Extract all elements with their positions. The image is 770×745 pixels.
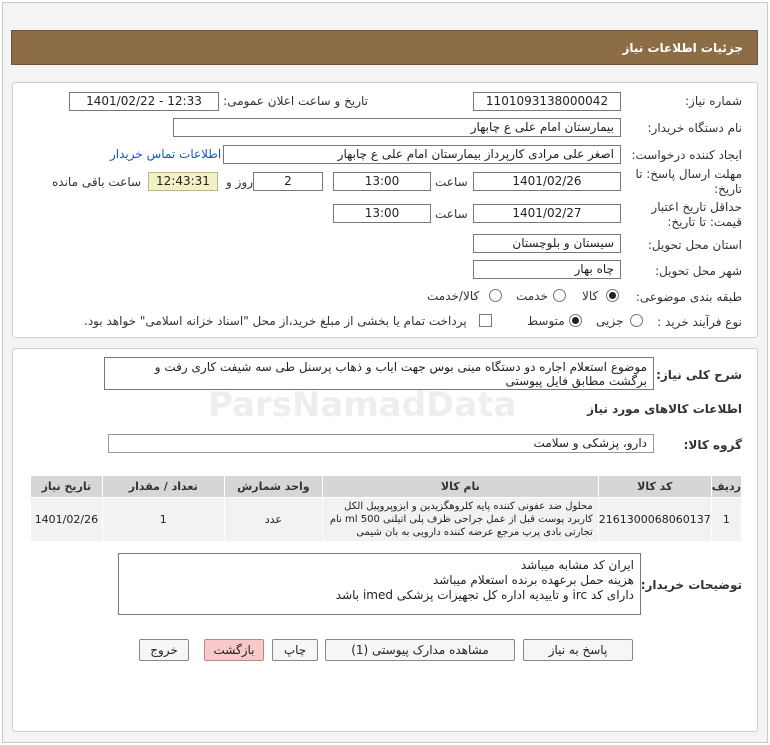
- announce-label: تاریخ و ساعت اعلان عمومی:: [223, 94, 368, 108]
- buyer-notes-line-1: ایران کد مشابه میباشد: [520, 558, 634, 572]
- days-field: 2: [253, 172, 323, 191]
- validity-time-field: 13:00: [333, 204, 431, 223]
- deadline-label-1: مهلت ارسال پاسخ: تا: [635, 167, 742, 181]
- treasury-note: پرداخت تمام یا بخشی از مبلغ خرید،از محل "اسناد خزانه اسلامی" خواهد بود.: [84, 314, 467, 328]
- validity-label-2: قیمت: تا تاریخ:: [667, 215, 742, 229]
- col-unit: واحد شمارش: [224, 476, 322, 498]
- exit-button[interactable]: خروج: [139, 639, 189, 661]
- process-minor-radio[interactable]: [630, 314, 643, 327]
- row-index: 1: [711, 498, 741, 542]
- city-label: شهر محل تحویل:: [655, 264, 742, 278]
- buyer-notes-line-2: هزینه حمل برعهده برنده استعلام میباشد: [432, 573, 634, 587]
- process-minor-label: جزیی: [596, 314, 624, 328]
- category-service-radio[interactable]: [553, 289, 566, 302]
- row-unit: عدد: [224, 498, 322, 542]
- province-label: استان محل تحویل:: [647, 238, 742, 252]
- buyer-field: بیمارستان امام علی ع چابهار: [173, 118, 621, 137]
- view-attachments-button[interactable]: مشاهده مدارک پیوستی (1): [325, 639, 515, 661]
- goods-table: [30, 475, 742, 542]
- buyer-notes-line-3: دارای کد irc و تاییدیه اداره کل تجهیزات پزشکی imed باشد: [335, 588, 634, 602]
- deadline-time-field: 13:00: [333, 172, 431, 191]
- row-qty: 1: [102, 498, 224, 542]
- category-label: طبقه بندی موضوعی:: [635, 290, 742, 304]
- process-label: نوع فرآیند خرید :: [657, 315, 742, 329]
- row-date: 1401/02/26: [31, 498, 103, 542]
- summary-field: [104, 357, 654, 390]
- validity-time-label: ساعت: [435, 207, 468, 221]
- process-medium-radio[interactable]: [569, 314, 582, 327]
- deadline-time-label: ساعت: [435, 175, 468, 189]
- summary-line-1: موضوع استعلام اجاره دو دستگاه مینی بوس جهت ایاب و ذهاب پرسنل طی سه شیفت کاری رفت و: [154, 360, 647, 374]
- goods-group-label: گروه کالا:: [683, 438, 742, 452]
- process-medium-label: متوسط: [527, 314, 565, 328]
- buyer-notes-label: توضیحات خریدار:: [640, 578, 742, 592]
- goods-group-field: دارو، پزشکی و سلامت: [108, 434, 654, 453]
- validity-date-field: 1401/02/27: [473, 204, 621, 223]
- page-header: [11, 30, 758, 65]
- creator-label: ایجاد کننده درخواست:: [631, 148, 742, 162]
- remaining-time-field: 12:43:31: [148, 172, 218, 191]
- col-row: ردیف: [711, 476, 741, 498]
- category-goods-label: کالا: [582, 289, 599, 303]
- print-button[interactable]: چاپ: [272, 639, 318, 661]
- col-name: نام کالا: [322, 476, 598, 498]
- days-label: روز و: [226, 175, 253, 189]
- treasury-checkbox[interactable]: [479, 314, 492, 327]
- page-title: جزئیات اطلاعات نیاز: [622, 41, 743, 55]
- buyer-notes-field: [118, 553, 641, 615]
- creator-field: اصغر علی مرادی کارپرداز بیمارستان امام علی ع چابهار: [223, 145, 621, 164]
- announce-field: 1401/02/22 - 12:33: [69, 92, 219, 111]
- row-name: محلول ضد عفونی کننده پایه کلروهگزیدین و ایزوپروپیل الکل کاربرد پوست قبل از عمل جراحی ظرف پلی اتیلنی 500 ml نام تجارتی بادی پرپ مرجع عرضه کننده دارویی به بان شیمی: [322, 498, 598, 542]
- deadline-label-2: تاریخ:: [714, 182, 742, 196]
- back-button[interactable]: بازگشت: [204, 639, 264, 661]
- need-number-field: 1101093138000042: [473, 92, 621, 111]
- row-code: 2161300068060137: [598, 498, 711, 542]
- goods-section-title: اطلاعات کالاهای مورد نیاز: [587, 402, 742, 416]
- table-row: [31, 498, 742, 542]
- col-date: تاریخ نیاز: [31, 476, 103, 498]
- validity-label-1: حداقل تاریخ اعتبار: [651, 200, 742, 214]
- deadline-date-field: 1401/02/26: [473, 172, 621, 191]
- summary-line-2: برگشت مطابق فایل پیوستی: [505, 374, 647, 388]
- category-service-label: خدمت: [516, 289, 548, 303]
- col-code: کد کالا: [598, 476, 711, 498]
- category-goods-radio[interactable]: [606, 289, 619, 302]
- province-field: سیستان و بلوچستان: [473, 234, 621, 253]
- category-goods-service-radio[interactable]: [489, 289, 502, 302]
- category-goods-service-label: کالا/خدمت: [427, 289, 480, 303]
- contact-info-link[interactable]: اطلاعات تماس خریدار: [110, 147, 222, 161]
- remaining-label: ساعت باقی مانده: [52, 175, 142, 189]
- summary-label: شرح کلی نیاز:: [656, 368, 742, 382]
- reply-button[interactable]: پاسخ به نیاز: [523, 639, 633, 661]
- buyer-label: نام دستگاه خریدار:: [647, 121, 742, 135]
- col-qty: تعداد / مقدار: [102, 476, 224, 498]
- need-number-label: شماره نیاز:: [685, 94, 742, 108]
- city-field: چاه بهار: [473, 260, 621, 279]
